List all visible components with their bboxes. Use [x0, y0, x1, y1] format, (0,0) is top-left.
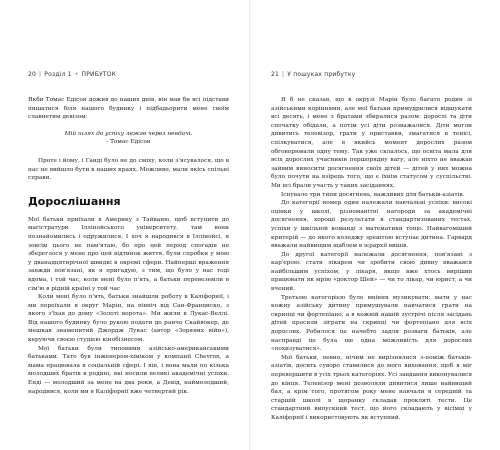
paragraph: Коли мені було п'ять, батьки знайшли роботу в Каліфорнії, і ми переїхали в округ Марін, на північ від Сан-Франциско, з якого з'їхав до дому «Золоті ворота». Ми жили в Лукас-Веллі. Від нашого будинку було рукою подати до ранчо Скайвокер, де мешкав знаменитий Джордж Лукас (автор «Зоряних війн»), керуючи своєю студією кінобізнесом.: [28, 294, 229, 344]
left-page: [0, 0, 249, 450]
right-page: [251, 0, 500, 450]
chapter-title: ПРИБУТОК: [81, 71, 117, 78]
epigraph: [28, 130, 229, 147]
page-number: 20: [28, 71, 37, 78]
chapter-title: У пошуках прибутку: [287, 71, 356, 78]
left-content: [28, 96, 229, 396]
paragraph: Проте і йому, і Ганді було не до сміху, коли з'ясувалося, що в нас не вийшло бути в наших краях. Можливо, мали якісь спільні справи.: [28, 157, 229, 182]
section-title: Дорослішання: [28, 194, 121, 208]
quote-attribution: - Томас Едісон: [106, 139, 151, 146]
paragraph: Мої батьки були типовими азійсько-американськими батьками. Тато був інженером-хіміком у компанії Chevron, а мама працювала в соціальній сфері. І він, і вона мали по кілька молодших братів в родині, які носили великі академічні успіхи. Енді — молодший за мене на два роки, а Девід, наймолодший, народився, коли ми в Каліфорнії вже четвертий рік.: [28, 345, 229, 395]
intro-paragraph: Якби Томас Едісон дожив до наших днів, він мав би всі підстави пишатися біля нашого будинку і підбадьорити мене своїм славнетим девізом:: [28, 97, 229, 121]
paragraph: Мої батьки приїхали в Америку з Тайваню, щоб вступити до магістратури Іллінойського університету, там вони познайомились і одружилися. І хоч я народився в Іллінойсі, я зовсім цього не пам'ятаю, бо про цей період спогадів не збереглося у мене про цей відтинок життя, були спробки у мою у дванадцятирічної швидкі в окремі сфери. Найперші враження завжди пов'язані, як я пригадую, з тим, що було у нас тоді вдома, і той час, коли мені було п'ять, а батьки перевеземли в сім'ю в рідній країні у той час: [28, 216, 229, 292]
paragraph: До другої категорії належали досягнення, пов'язані з кар'єрою: стати лікарем чи зробити свою дивну вважався найбільшим успіхом, у лікаря, якщо вже хтось вирішив працювати як мрію «доктор Шей» — чи то лікар, чи юрист, а чи вчений.: [271, 251, 472, 293]
paragraph: Третьою категорією було вміння музикувати: мати у нас кожну азійську дитину примушували навчатися грати на скрипці чи фортепіано, а в кожній нашій зустрічі після засідань дітей просили зіграти на скрипці чи фортепіано для всіх дорослих. Робилося це начебто задля розваги батьків, але насправді це була ще одна можливість для дорослих «похизуватися».: [271, 294, 472, 353]
part-label: Розділ 1: [44, 71, 72, 78]
quote-text: Мій шлях до успіху лежав через невдачі.: [64, 130, 193, 137]
paragraph: Існувало три типи досягнень, важливих для батьків-азіатів.: [281, 191, 465, 198]
page-number: 21: [271, 71, 280, 78]
running-head-left: 20 | Розділ 1 • ПРИБУТОК: [28, 71, 117, 78]
running-head-right: 21 | У пошуках прибутку: [271, 71, 356, 78]
paragraph: Мої батьки, певно, нічим не вирізнялися з-поміж батьків-азіатів, досить суворо ставилися до мого виховання, щоб я міг перевершити в усіх трьох категоріях. Усі завдання виконувалися до кінця. Телевізор мені дозволяли дивитися лише найвищий бал, а крім того, протягом року мене навчали в середній та старшій школі я щоранку складав прокляті тести. Це стандартний випускний тест, що його складають у вісімці у Каліфорнії і використовують як вступний.: [271, 354, 472, 421]
paragraph: Я б не сказав, що в окрузі Марін було багато родин зі азійськими коріннями, але мої батьки примудрилися відшукати всі десять, і мене з братами збиралися разом: дорослі та діти спочатку обідали, а потім усі діти розважалися. Діти могли дивитись телевізор, грати у приставки, змагатися в тенісі, спілкуватися, але в якийсь момент дорослих разом обговорювали одну тему. Так уже склалось, що освіта мала для всіх дорослих учасників першорядну вагу, але ніхто не вважав зайвим виносити досягнення своїх дітей — дітей у них можна було почути на взірець того, що є їхнім статусом у суспільстві. Ми всі брали участь у таких засіданнях.: [271, 97, 472, 189]
paragraph: До категорії номер один належали навчальні успіхи: високі оцінки у школі, різноманітні нагороди за академічні досягнення, хороші результати в стандартизованих тестах, успіхи у шкільній команді з математики тощо. Найвагоміший критерій — до якого коледжу зрештою вступає дитина. Гарвард вважали найвищим щаблем в ієрархії вишів.: [271, 200, 472, 250]
right-content: [271, 96, 472, 423]
